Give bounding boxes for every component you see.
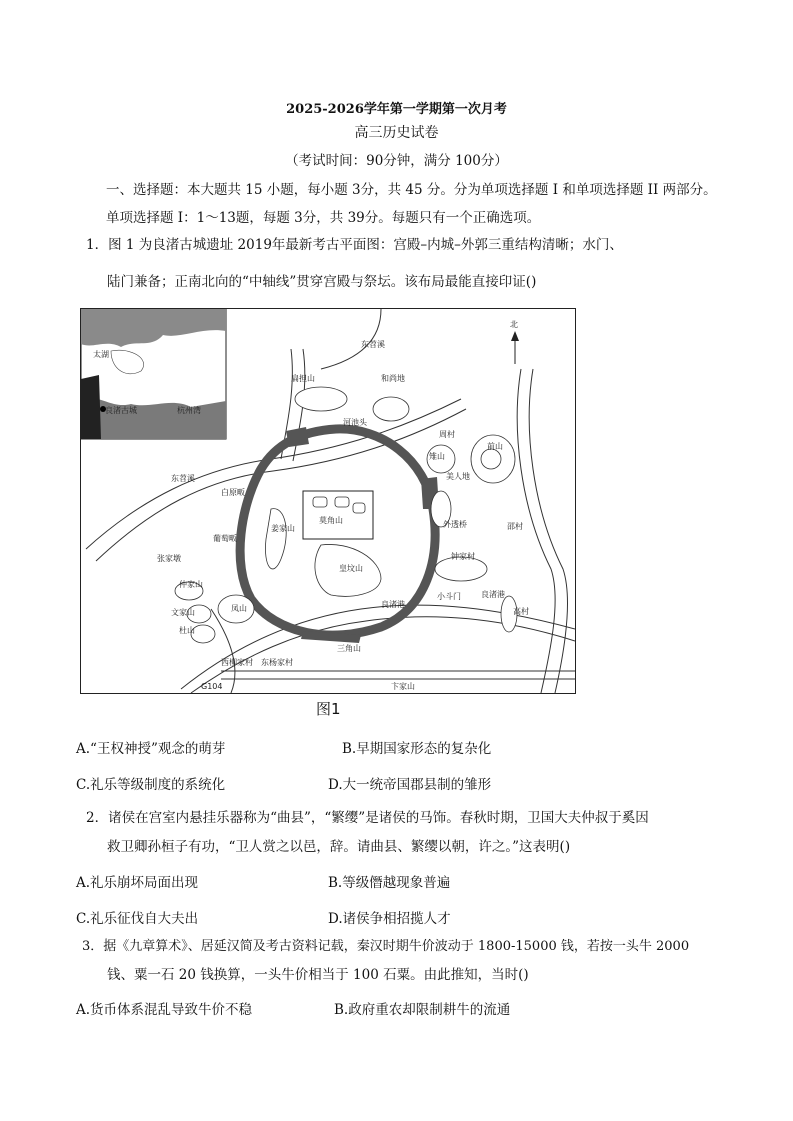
q1-option-a[interactable]: A.“王权神授”观念的萌芽 — [76, 741, 226, 757]
q1-option-c[interactable]: C.礼乐等级制度的系统化 — [76, 777, 226, 793]
xiaodoumen-label: 小斗门 — [437, 592, 461, 601]
jiangjiashan-label: 姜家山 — [271, 524, 295, 533]
exam-info: （考试时间：90分钟，满分 100分） — [285, 153, 508, 169]
q3-option-a[interactable]: A.货币体系混乱导致牛价不稳 — [76, 1002, 253, 1018]
north-arrow — [510, 319, 519, 364]
guaicun-label: 邵村 — [507, 522, 523, 531]
q3-line-1: 3．据《九章算术》、居延汉简及考古资料记载，秦汉时期牛价波动于 1800-15000 钱，若按一头牛 2000 — [82, 939, 690, 954]
inset-site-label: 良渚古城 — [105, 406, 137, 415]
sanjiao-label: 三角山 — [337, 644, 361, 653]
wenjiashan-label: 文家山 — [171, 608, 195, 617]
donghe-label: 东杨家村 — [261, 658, 293, 667]
meirendi-label: 美人地 — [446, 472, 470, 481]
q2-option-a[interactable]: A.礼乐崩坏局面出现 — [76, 875, 199, 891]
figure-caption: 图1 — [316, 700, 341, 718]
q1-line-2: 陆门兼备；正南北向的“中轴线”贯穿宫殿与祭坛。该布局最能直接印证() — [107, 274, 537, 290]
qianshan-label: 前山 — [487, 442, 503, 451]
zhoucun-label: 周村 — [439, 430, 455, 439]
baiyuanwu-label: 白原畈 — [221, 488, 245, 497]
exam-subtitle: 高三历史试卷 — [354, 125, 439, 141]
section-line-1: 一、选择题：本大题共 15 小题，每小题 3分，共 45 分。分为单项选择题 I 和单项选择题 II 两部分。 — [106, 182, 717, 198]
waisuoqiao-label: 外透桥 — [443, 520, 467, 529]
zhongjiacun-label: 钟家村 — [451, 552, 475, 561]
inset-bay-label: 杭州湾 — [177, 406, 201, 415]
roads — [221, 671, 575, 679]
q3-option-b[interactable]: B.政府重农却限制耕牛的流通 — [334, 1002, 511, 1018]
inset-map — [81, 309, 226, 439]
xiliucun-label: 西柳家村 — [221, 658, 253, 667]
inset-lake-label: 太湖 — [93, 350, 109, 359]
zhongjiashan-label: 仲家山 — [179, 580, 203, 589]
q1-option-d[interactable]: D.大一统帝国郡县制的雏形 — [328, 777, 492, 793]
hejiashan-label: 扁担山 — [291, 374, 315, 383]
dushan-label: 杜山 — [179, 626, 195, 635]
liangzhugang2-label: 良渚港 — [481, 590, 505, 599]
dongtiaoxi-left-label: 东苕溪 — [171, 474, 195, 483]
fengshan-label: 凤山 — [231, 604, 247, 613]
road-label: G104 — [201, 682, 223, 691]
q1-option-b[interactable]: B.早期国家形态的复杂化 — [342, 741, 492, 757]
q2-option-d[interactable]: D.诸侯争相招揽人才 — [328, 911, 451, 927]
q2-option-b[interactable]: B.等级僭越现象普遍 — [328, 875, 451, 891]
q2-line-2: 救卫卿孙桓子有功，“卫人赏之以邑，辞。请曲县、繁缨以朝，许之。”这表明() — [107, 839, 571, 855]
huangfenshan-label: 皇坟山 — [339, 564, 363, 573]
mojiaoshan-label: 莫角山 — [319, 516, 343, 525]
gaocun-label: 高村 — [513, 607, 529, 616]
zhangjiadun-label: 张家墩 — [157, 554, 181, 563]
heshangshan-label: 和尚地 — [381, 374, 405, 383]
bianjiashan-label: 卞家山 — [391, 682, 415, 691]
hechitou-label: 河池头 — [343, 418, 367, 427]
map-svg — [81, 309, 575, 693]
section-line-2: 单项选择题 I：1～13题，每题 3分，共 39分。每题只有一个正确选项。 — [106, 210, 541, 226]
exam-title: 2025-2026学年第一学期第一次月考 — [286, 102, 507, 117]
dongtiaoxi-top-label: 东苕溪 — [361, 340, 385, 349]
q2-line-1: 2．诸侯在宫室内悬挂乐器称为“曲县”，“繁缨”是诸侯的马饰。春秋时期，卫国大夫仲叔于奚因 — [86, 810, 649, 826]
putaowu-label: 葡萄畈 — [213, 534, 237, 543]
liangzhu-map-figure — [80, 308, 576, 694]
q3-line-2: 钱、粟一石 20 钱换算，一头牛价相当于 100 石粟。由此推知，当时() — [107, 967, 529, 983]
palace-area — [265, 491, 381, 596]
q2-option-c[interactable]: C.礼乐征伐自大夫出 — [76, 911, 199, 927]
houshan-label: 雉山 — [429, 452, 445, 461]
north-label: 北 — [510, 320, 518, 329]
q1-line-1: 1．图 1 为良渚古城遗址 2019年最新考古平面图：宫殿–内城–外郭三重结构清晰；水门、 — [86, 237, 623, 253]
liangzhugang-label: 良渚港 — [381, 600, 405, 609]
